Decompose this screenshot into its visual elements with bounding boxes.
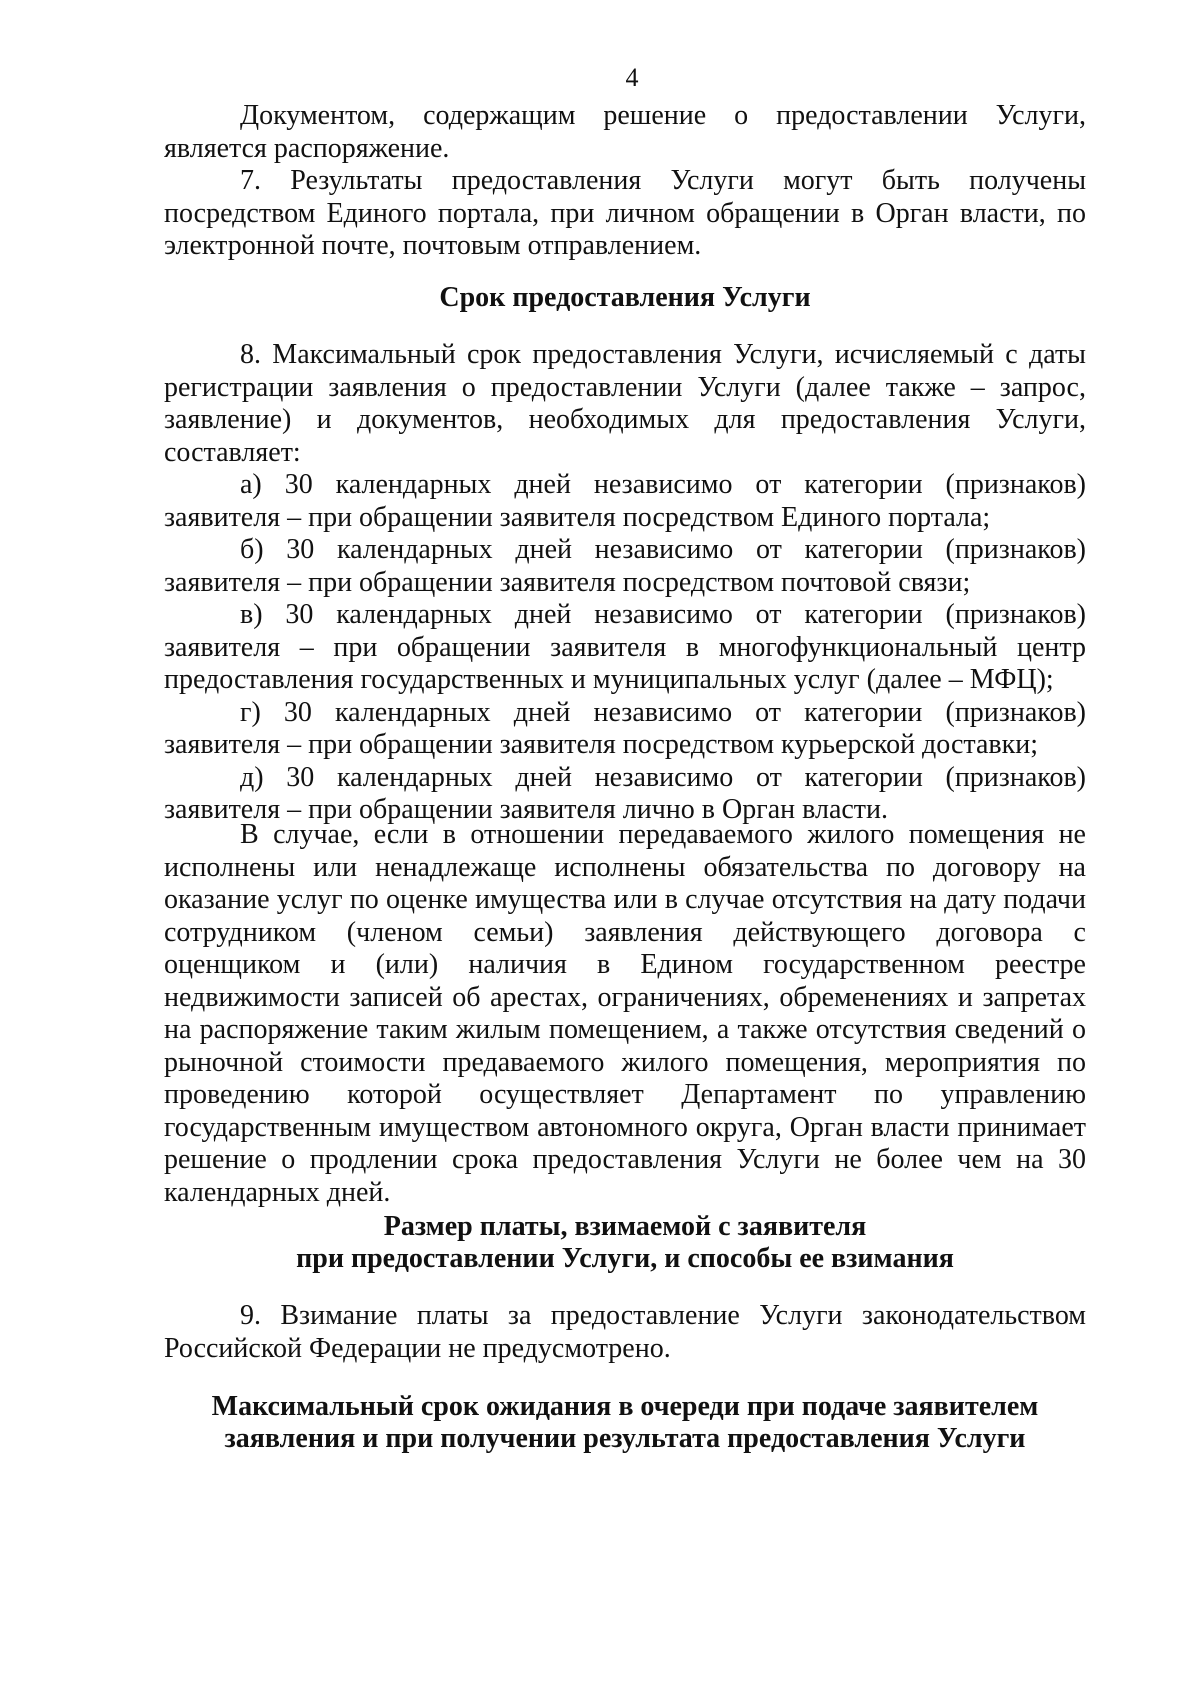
section-heading-fee (164, 1211, 1086, 1275)
list-item-b: б) 30 календарных дней независимо от категории (признаков) заявителя – при обращении заявителя посредством почтовой связи; (164, 534, 1086, 598)
paragraph-block-fee (164, 1300, 1086, 1365)
heading-line-1: Максимальный срок ожидания в очереди при подаче заявителем (211, 1391, 1039, 1422)
paragraph-item-9: 9. Взимание платы за предоставление Услуги законодательством Российской Федерации не предусмотрено. (164, 1300, 1086, 1364)
paragraph-item-8: 8. Максимальный срок предоставления Услуги, исчисляемый с даты регистрации заявления о предоставлении Услуги (далее также – запрос, заявление) и документов, необходимых для предоставления Услуги, составляет: (164, 339, 1086, 468)
heading-line: Срок предоставления Услуги (439, 282, 811, 313)
list-item-g: г) 30 календарных дней независимо от категории (признаков) заявителя – при обращении заявителя посредством курьерской доставки; (164, 696, 1086, 760)
paragraph-term-extension: В случае, если в отношении передаваемого жилого помещения не исполнены или ненадлежаще исполнены обязательства по договору на оказание услуг по оценке имущества или в случае отсутствия на дату подачи сотрудником (членом семьи) заявления действующего договора с оценщиком и (или) наличия в Едином государственном реестре недвижимости записей об арестах, ограничениях, обременениях и запретах на распоряжение таким жилым помещением, а также отсутствия сведений о рыночной стоимости предаваемого жилого помещения, мероприятия по проведению которой осуществляет Департамент по управлению государственным имуществом автономного округа, Орган власти принимает решение о продлении срока предоставления Услуги не более чем на 30 календарных дней. (164, 819, 1086, 1208)
page-number: 4 (625, 63, 639, 92)
paragraph-item-7: 7. Результаты предоставления Услуги могут быть получены посредством Единого портала, при личном обращении в Орган власти, по электронной почте, почтовым отправлением. (164, 165, 1086, 261)
paragraph-block-result (164, 100, 1086, 263)
heading-line-2: при предоставлении Услуги, и способы ее взимания (296, 1243, 954, 1274)
paragraph-block-extension (164, 819, 1086, 1209)
list-item-a: а) 30 календарных дней независимо от категории (признаков) заявителя – при обращении заявителя посредством Единого портала; (164, 469, 1086, 533)
section-heading-term (164, 282, 1086, 314)
section-heading-queue (164, 1391, 1086, 1455)
heading-line-1: Размер платы, взимаемой с заявителя (383, 1211, 867, 1242)
list-item-v: в) 30 календарных дней независимо от категории (признаков) заявителя – при обращении заявителя в многофункциональный центр предоставления государственных и муниципальных услуг (далее – МФЦ); (164, 599, 1086, 695)
paragraph-decision-document: Документом, содержащим решение о предоставлении Услуги, является распоряжение. (164, 100, 1086, 164)
paragraph-block-term (164, 339, 1086, 827)
list-item-d: д) 30 календарных дней независимо от категории (признаков) заявителя – при обращении заявителя лично в Орган власти. (164, 761, 1086, 825)
heading-line-2: заявления и при получении результата предоставления Услуги (224, 1423, 1026, 1454)
